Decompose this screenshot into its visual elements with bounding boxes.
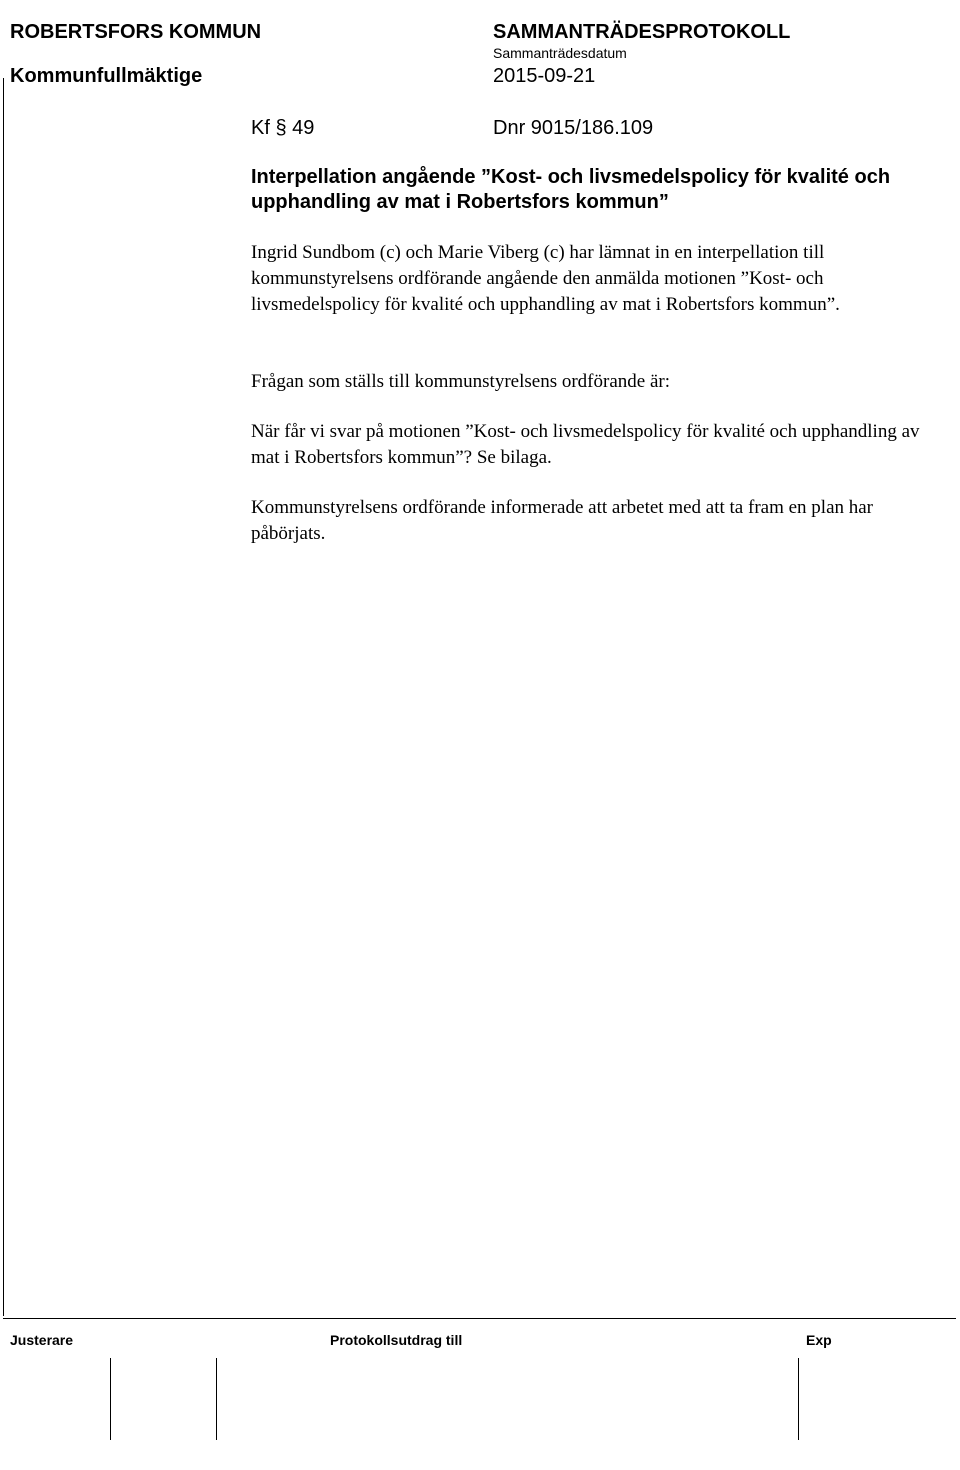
date-label: Sammanträdesdatum: [493, 45, 627, 61]
meeting-date: 2015-09-21: [493, 65, 596, 87]
body-paragraph-question: När får vi svar på motionen ”Kost- och livsmedelspolicy för kvalité och upphandling av mat i Robertsfors kommun”? Se bilaga.: [251, 421, 920, 468]
section-sign-icon: §: [275, 117, 287, 139]
exp-label: Exp: [806, 1332, 832, 1348]
body-paragraph-answer: Kommunstyrelsens ordförande informerade att arbetet med att ta fram en plan har påbörjats.: [251, 497, 874, 544]
section-title: Interpellation angående ”Kost- och livsmedelspolicy för kvalité och upphandling av mat i Robertsfors kommun”: [251, 166, 891, 213]
extract-label: Protokollsutdrag till: [330, 1332, 463, 1348]
protocol-title: SAMMANTRÄDESPROTOKOLL: [493, 21, 791, 43]
adjuster-label: Justerare: [10, 1332, 74, 1348]
footer-divider: [3, 1318, 956, 1319]
diary-number: Dnr 9015/186.109: [493, 117, 654, 139]
body-paragraph-intro: Ingrid Sundbom (c) och Marie Viberg (c) har lämnat in en interpellation till kommunstyrelsens ordförande angående den anmälda motionen ”Kost- och livsmedelspolicy för kvalité och upphandling av mat i Robertsfors kommun”.: [251, 242, 840, 315]
left-margin-line: [3, 78, 4, 1316]
body-paragraph-question-intro: Frågan som ställs till kommunstyrelsens ordförande är:: [251, 371, 670, 392]
signature-divider: [110, 1358, 111, 1440]
committee-name: Kommunfullmäktige: [10, 65, 203, 87]
paragraph-number: 49: [292, 117, 315, 139]
signature-divider: [216, 1358, 217, 1440]
paragraph-reference: [251, 116, 314, 140]
signature-divider: [798, 1358, 799, 1440]
paragraph-prefix: Kf: [251, 117, 270, 139]
municipality-name: ROBERTSFORS KOMMUN: [10, 21, 262, 43]
